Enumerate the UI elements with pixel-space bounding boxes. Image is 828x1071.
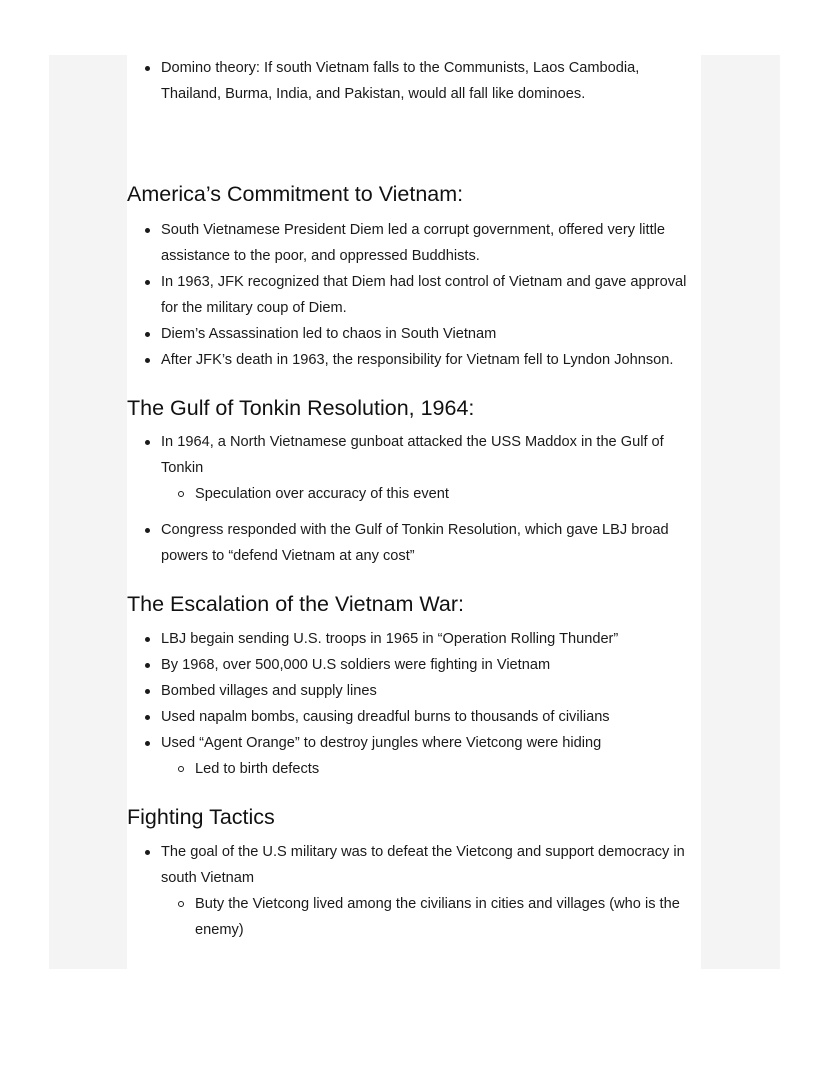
list-item: Used “Agent Orange” to destroy jungles where Vietcong were hiding [127,730,701,756]
sub-list-item: Speculation over accuracy of this event [127,481,701,507]
list-item: Congress responded with the Gulf of Tonkin Resolution, which gave LBJ broad powers to “defend Vietnam at any cost” [127,517,701,569]
section-heading-commitment: America’s Commitment to Vietnam: [127,182,464,206]
sub-list-item: Led to birth defects [127,756,701,782]
list-item: South Vietnamese President Diem led a corrupt government, offered very little assistance to the poor, and oppressed Buddhists. [127,217,701,269]
tactics-list [127,839,701,943]
commitment-list [127,217,701,373]
list-item: After JFK’s death in 1963, the responsibility for Vietnam fell to Lyndon Johnson. [127,347,701,373]
sub-list-item: Buty the Vietcong lived among the civilians in cities and villages (who is the enemy) [127,891,701,943]
right-margin [701,55,780,969]
list-item: The goal of the U.S military was to defeat the Vietcong and support democracy in south Vietnam [127,839,701,891]
list-item: LBJ begain sending U.S. troops in 1965 in “Operation Rolling Thunder” [127,626,701,652]
section-heading-escalation: The Escalation of the Vietnam War: [127,592,464,616]
list-item: Domino theory: If south Vietnam falls to the Communists, Laos Cambodia, Thailand, Burma, India, and Pakistan, would all fall like dominoes. [127,55,701,107]
section-heading-tactics: Fighting Tactics [127,805,275,829]
tonkin-list [127,429,701,569]
escalation-list [127,626,701,782]
list-item: Used napalm bombs, causing dreadful burns to thousands of civilians [127,704,701,730]
section-heading-tonkin: The Gulf of Tonkin Resolution, 1964: [127,396,475,420]
list-item: In 1964, a North Vietnamese gunboat attacked the USS Maddox in the Gulf of Tonkin [127,429,701,481]
list-item: In 1963, JFK recognized that Diem had lost control of Vietnam and gave approval for the military coup of Diem. [127,269,701,321]
list-item: By 1968, over 500,000 U.S soldiers were fighting in Vietnam [127,652,701,678]
document-content [127,55,701,969]
list-item: Bombed villages and supply lines [127,678,701,704]
left-margin [49,55,127,969]
list-item: Diem’s Assassination led to chaos in South Vietnam [127,321,701,347]
intro-list [127,55,701,107]
